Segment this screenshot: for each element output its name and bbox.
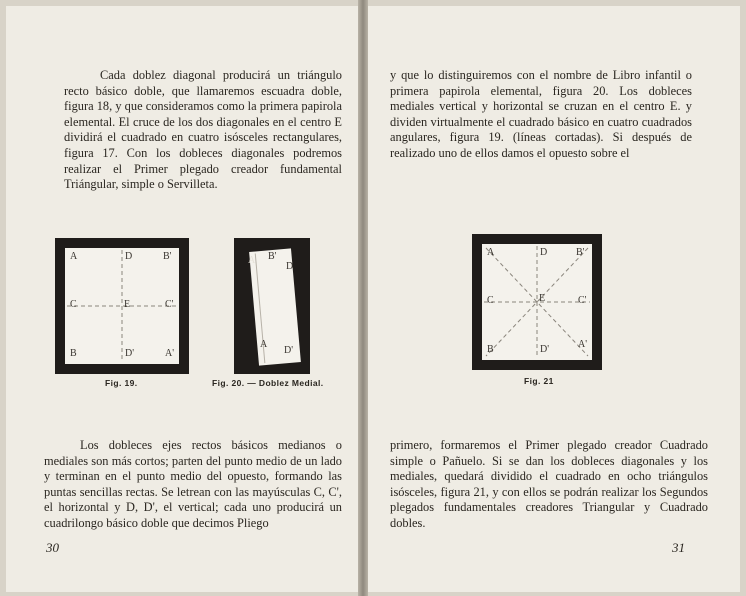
page-number-right: 31 — [672, 540, 685, 555]
right-paragraph-1: y que lo distinguiremos con el nombre de Libro infantil o primera papirola elemental, figura 20. Los dobleces mediales vertical y horizontal se cruzan en el centro E. y dividen virtualmente el cuadrado básico en cuatro cuadrados angulares, figura 19. (líneas cortadas). Si después de realizado uno de ellos damos el opuesto sobre el — [390, 68, 692, 160]
left-page — [6, 6, 358, 592]
figure-19 — [55, 238, 189, 374]
fig19-label-d1: D' — [125, 348, 135, 359]
page-number-left: 30 — [46, 540, 59, 555]
fig20-label-b1: B' — [268, 251, 277, 262]
fig21-label-e: E — [539, 293, 546, 304]
fig21-label-a: A — [487, 247, 495, 258]
fig20-caption: Fig. 20. — Doblez Medial. — [212, 378, 324, 388]
left-paragraph-2: Los dobleces ejes rectos básicos medianos o mediales son más cortos; parten del punto medio de un lado y terminan en el punto medio del opuesto, formando las puntas sencillas rectas. Se letrean con las mayúsculas C, C', el horizontal y D, D', el vertical; cada uno producirá un cuadrilongo básico doble que decimos Pliego — [44, 438, 342, 530]
fig21-label-d1: D' — [540, 344, 550, 355]
fig19-label-a: A — [70, 251, 78, 262]
fig19-label-b: B — [70, 348, 77, 359]
left-paragraph-1: Cada doblez diagonal producirá un triángulo recto básico doble, que llamaremos escuadra doble, figura 18, y que consideramos como la primera papirola elemental. El cruce de los dos diagonales en el centro E dividirá el cuadrado en cuatro isósceles rectangulares, figura 17. Con los dobleces diagonales podremos realizar el Primer plegado creador fundamental Triángular, simple o Servilleta. — [64, 68, 342, 192]
fig19-caption: Fig. 19. — [105, 378, 138, 388]
fig21-label-c: C — [487, 295, 494, 306]
figure-21-fold-lines — [482, 244, 592, 360]
fig21-label-a1: A' — [578, 339, 588, 350]
fig21-label-c1: C' — [578, 295, 587, 306]
figure-20 — [234, 238, 310, 374]
fig20-label-d1: D' — [284, 345, 294, 356]
fig19-label-e: E — [124, 299, 131, 310]
fig21-label-d: D — [540, 247, 548, 258]
figure-21-paper — [482, 244, 592, 360]
fig19-label-c: C — [70, 299, 77, 310]
fig20-label-a: A — [248, 255, 256, 266]
fig19-label-d: D — [125, 251, 133, 262]
right-paragraph-2: primero, formaremos el Primer plegado creador Cuadrado simple o Pañuelo. Si se dan los dobleces diagonales y los mediales, quedará dividido el cuadrado en ocho triángulos isósceles, figura 21, y con ellos se podrán realizar los Segundos plegados fundamentales creadores Triangular y Cuadrado dobles. — [390, 438, 708, 530]
book-gutter — [358, 0, 368, 596]
fig21-label-b: B — [487, 344, 494, 355]
fig19-label-c1: C' — [165, 299, 174, 310]
fig19-label-b1: B' — [163, 251, 172, 262]
figure-19-paper — [65, 248, 179, 364]
figure-21 — [472, 234, 602, 370]
fig21-label-b1: B' — [576, 247, 585, 258]
figure-19-fold-lines — [65, 248, 179, 364]
fig20-label-a2: A — [260, 339, 268, 350]
fig20-label-d: D — [286, 261, 294, 272]
fig19-label-a1: A' — [165, 348, 175, 359]
right-page — [368, 6, 740, 592]
fig21-caption: Fig. 21 — [524, 376, 554, 386]
